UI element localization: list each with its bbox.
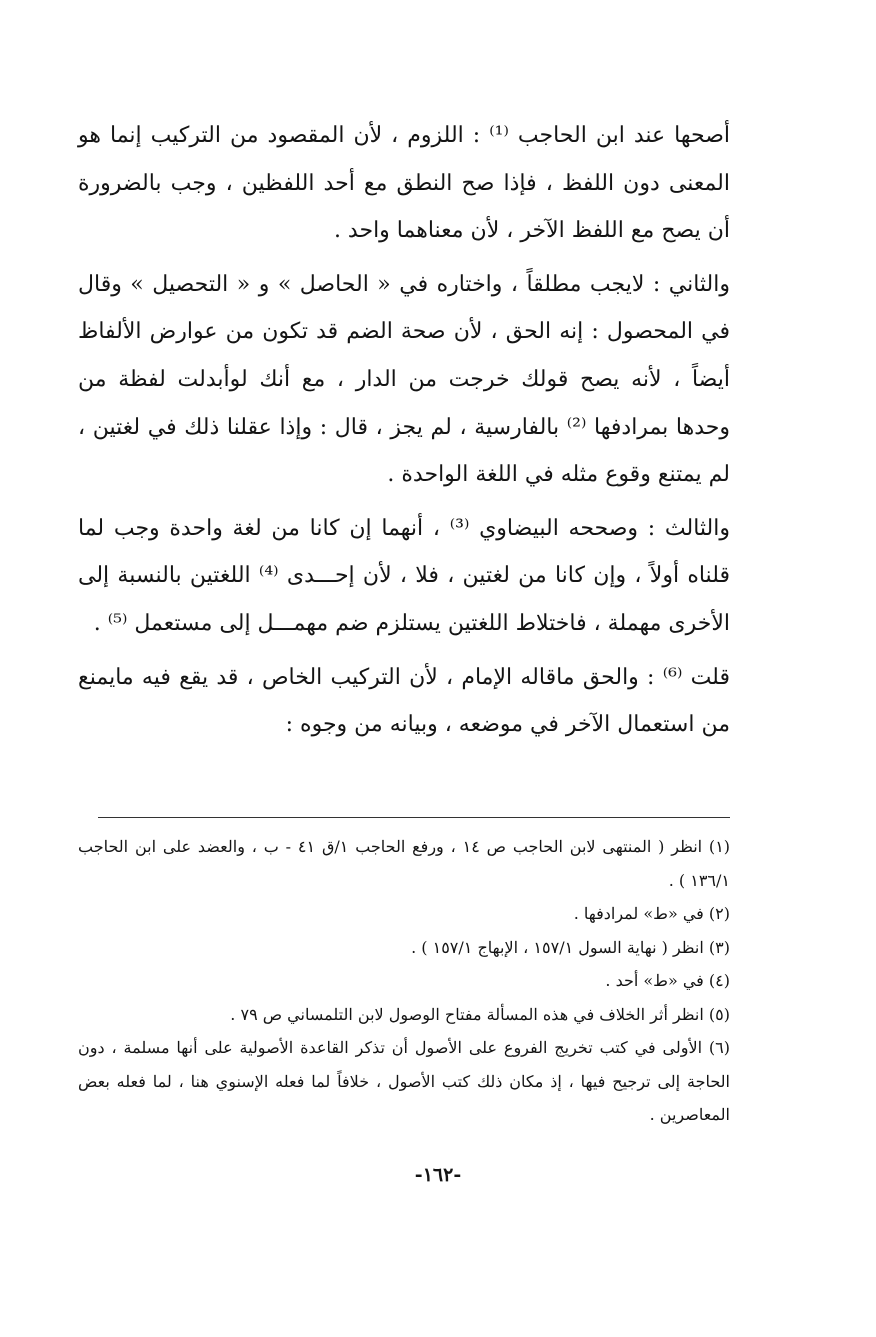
paragraph-4: قلت ⁽⁶⁾ : والحق ماقاله الإمام ، لأن التركيب الخاص ، قد يقع فيه مايمنع من استعمال الآخر في موضعه ، وبيانه من وجوه : xyxy=(78,664,730,738)
page-number: -١٦٢- xyxy=(414,1164,462,1186)
main-text xyxy=(78,112,730,749)
footnotes xyxy=(78,830,730,1132)
footnote-5: (٥) انظر أثر الخلاف في هذه المسألة مفتاح الوصول لابن التلمساني ص ٧٩ . xyxy=(230,1004,730,1024)
paragraph-1: أصحها عند ابن الحاجب ⁽¹⁾ : اللزوم ، لأن المقصود من التركيب إنما هو المعنى دون اللفظ ، فإذا صح النطق مع أحد اللفظين ، وجب بالضرورة أن يصح مع اللفظ الآخر ، لأن معناهما واحد . xyxy=(78,123,731,244)
paragraph-2: والثاني : لايجب مطلقاً ، واختاره في « الحاصل » و « التحصيل » وقال في المحصول : إنه الحق ، لأن صحة الضم قد تكون من عوارض الألفاظ أيضاً ، لأنه يصح قولك خرجت من الدار ، مع أنك لوأبدلت لفظة من وحدها بمرادفها ⁽²⁾ بالفارسية ، لم يجز ، قال : وإذا عقلنا ذلك في لغتين ، لم يمتنع وقوع مثله في اللغة الواحدة . xyxy=(78,271,731,488)
footnote-1: (١) انظر ( المنتهى لابن الحاجب ص ١٤ ، ورفع الحاجب ١/ق ٤١ - ب ، والعضد على ابن الحاجب ١٣٦/١ ) . xyxy=(78,837,731,890)
paragraph-3: والثالث : وصححه البيضاوي ⁽³⁾ ، أنهما إن كانا من لغة واحدة وجب لما قلناه أولاً ، وإن كانا من لغتين ، فلا ، لأن إحـــدى ⁽⁴⁾ اللغتين بالنسبة إلى الأخرى مهملة ، فاختلاط اللغتين يستلزم ضم مهمـــل إلى مستعمل ⁽⁵⁾ . xyxy=(78,515,731,636)
footnote-2: (٢) في «ط» لمرادفها . xyxy=(573,904,730,923)
footnote-divider xyxy=(98,817,730,818)
footnote-4: (٤) في «ط» أحد . xyxy=(605,971,730,990)
footnote-6: (٦) الأولى في كتب تخريج الفروع على الأصول أن تذكر القاعدة الأصولية على أنها مسلمة ، دون الحاجة إلى ترجيح فيها ، إذ مكان ذلك كتب الأصول ، خلافاً لما فعله الإسنوي هنا ، لما فعله بعض المعاصرين . xyxy=(78,1038,730,1124)
footnote-3: (٣) انظر ( نهاية السول ١٥٧/١ ، الإبهاج ١٥٧/١ ) . xyxy=(411,937,730,957)
